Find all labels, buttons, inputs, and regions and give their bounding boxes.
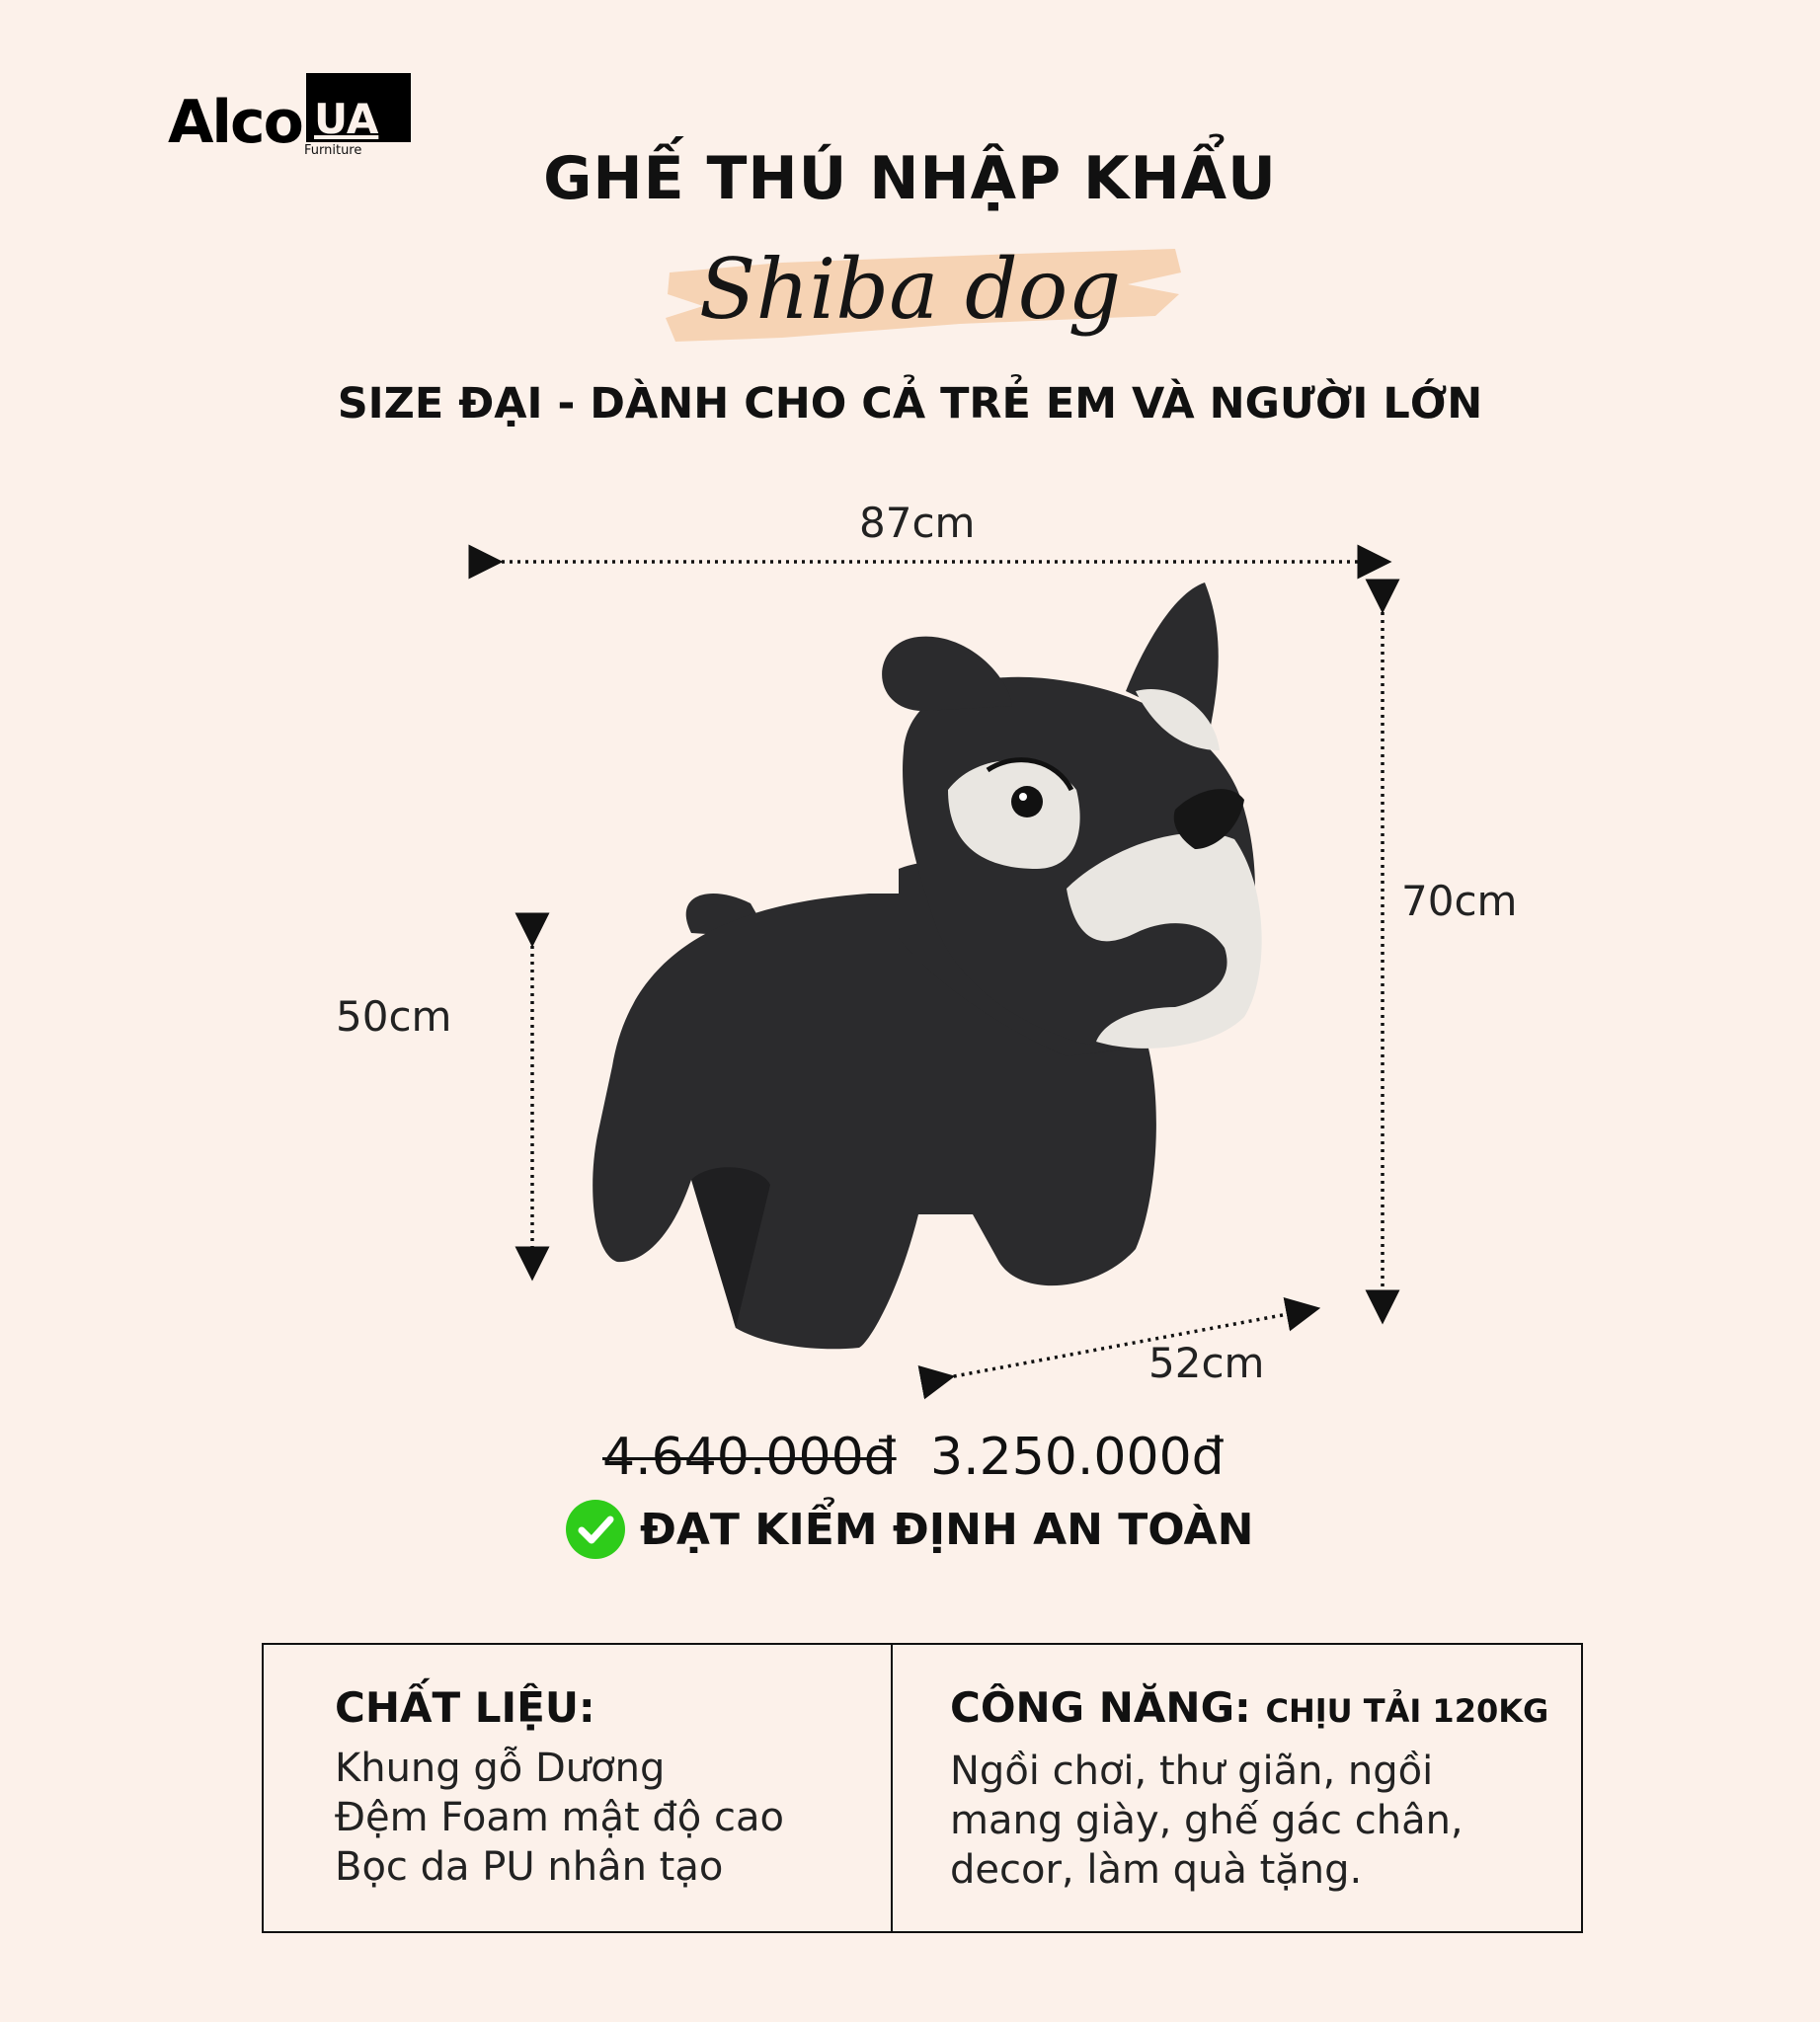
function-heading: CÔNG NĂNG: [950, 1683, 1251, 1732]
subtitle: SIZE ĐẠI - DÀNH CHO CẢ TRẺ EM VÀ NGƯỜI LỚN [337, 379, 1483, 428]
function-line: Ngồi chơi, thư giãn, ngồi [950, 1749, 1434, 1794]
product-name: Shiba dog [698, 241, 1122, 338]
load-capacity: CHỊU TẢI 120KG [1265, 1692, 1549, 1730]
brand-name: Alco [168, 88, 302, 157]
width-label: 87cm [859, 499, 976, 547]
safety-certification: ĐẠT KIỂM ĐỊNH AN TOÀN [640, 1505, 1254, 1555]
sale-price: 3.250.000đ [930, 1428, 1225, 1487]
original-price: 4.640.000đ [602, 1428, 897, 1487]
brand-tagline: Furniture [304, 143, 362, 158]
dog-ottoman [593, 583, 1261, 1349]
brand-box-text: UA [314, 95, 379, 143]
depth-label: 52cm [1148, 1339, 1265, 1387]
function-column [893, 1645, 1581, 1931]
material-line: Bọc da PU nhân tạo [335, 1844, 724, 1890]
material-column [264, 1645, 893, 1931]
material-heading: CHẤT LIỆU: [335, 1683, 595, 1732]
function-line: mang giày, ghế gác chân, [950, 1798, 1464, 1843]
material-line: Khung gỗ Dương [335, 1746, 666, 1791]
material-line: Đệm Foam mật độ cao [335, 1795, 784, 1840]
function-heading-row [950, 1682, 1581, 1737]
specs-table [262, 1643, 1583, 1933]
page-title: GHẾ THÚ NHẬP KHẨU [543, 144, 1277, 213]
check-circle-icon [565, 1499, 626, 1560]
height-label: 70cm [1401, 877, 1518, 925]
seat-height-label: 50cm [336, 992, 452, 1041]
function-line: decor, làm quà tặng. [950, 1847, 1363, 1893]
